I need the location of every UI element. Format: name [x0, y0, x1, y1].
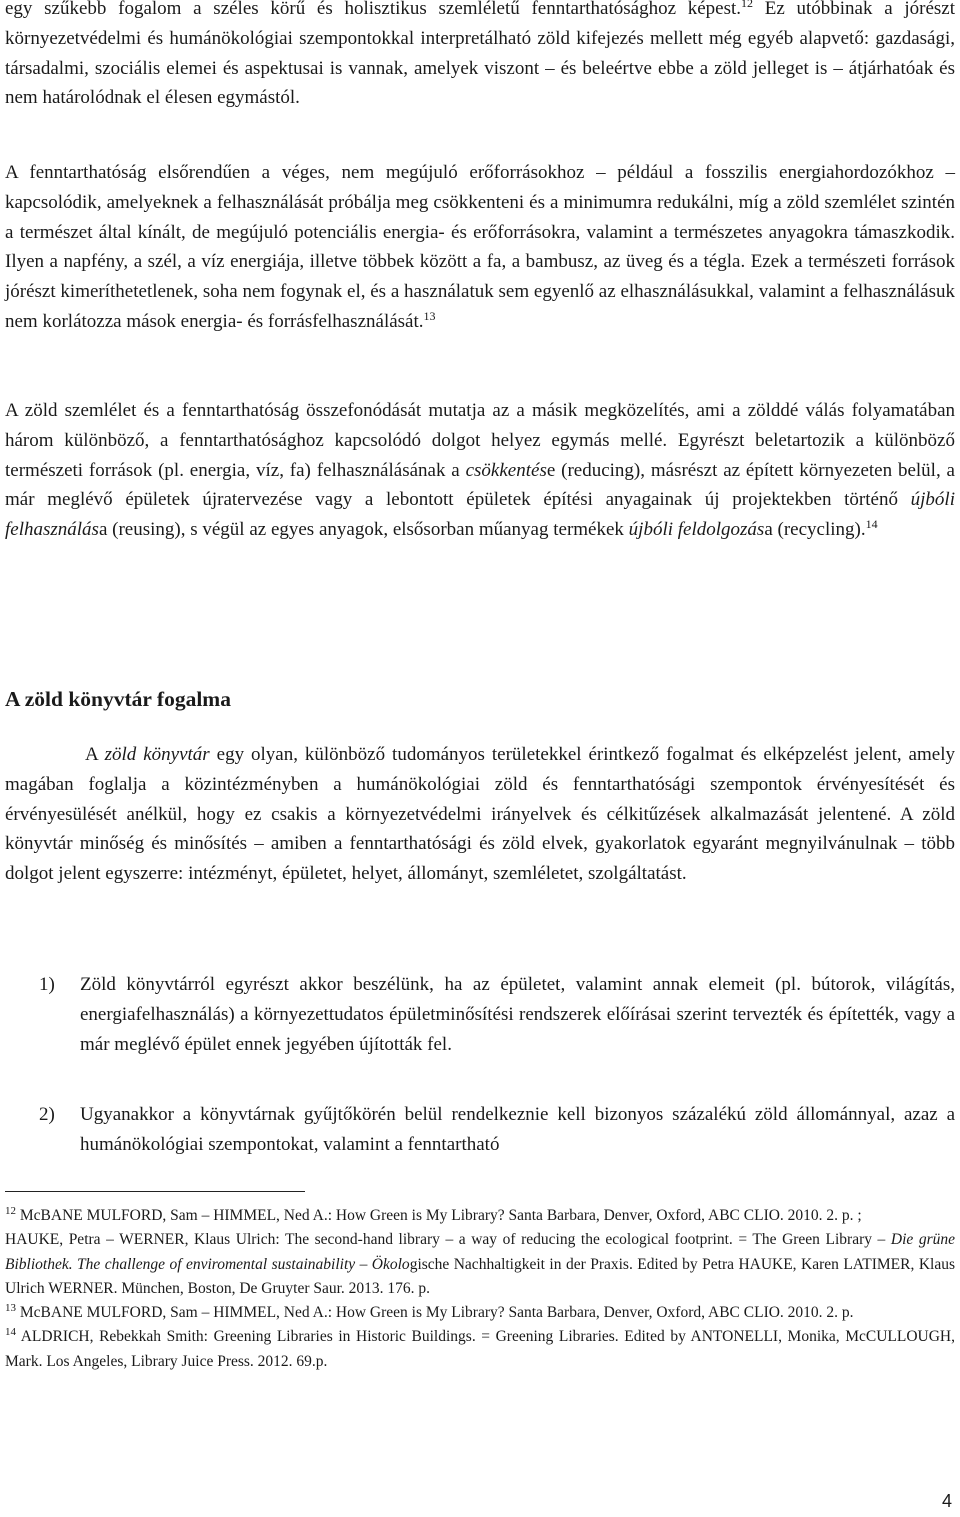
paragraph-sustainability-scope: egy szűkebb fogalom a széles körű és holisztikus szemléletű fenntarthatósághoz képest.$^{12}$ Ez utóbbinak a jórészt környezetvédelmi és humánökológiai szempontokkal interpretálható zöld kifejezés mellett még egyéb alapvető: gazdasági, társadalmi, szociális elemei és aspektusai is vannak, amelyek viszont – és beleértve ebbe a zöld jelleget is – átjárhatóak és nem határolódnak el élesen egymástól. [5, 0, 955, 113]
footnote-ref-12[interactable]: 12 [741, 0, 754, 10]
paragraph-renewable-resources: A fenntarthatóság elsőrendűen a véges, nem megújuló erőforrásokhoz – például a fosszilis energiahordozókhoz – kapcsolódik, amelyeknek a felhasználását próbálja meg csökkenteni és a minimumra redukálni, míg a zöld szemlélet szintén a természet által kínált, de megújuló potenciális energia- és erőforrásokra, valamint a természetes anyagokra támaszkodik. Ilyen a napfény, a szél, a víz energiája, illetve többek között a fa, a bambusz, az üveg és a tégla. Ezek a természeti források jórészt kimeríthetetlenek, soha nem fogynak el, és a használatuk sem egyenlő az elhasználásukkal, valamint a felhasználásuk nem korlátozza mások energia- és forrásfelhasználását.$^{13}$ [5, 162, 955, 332]
footnote-ref-13[interactable]: 13 [423, 308, 436, 323]
list-item-text: Zöld könyvtárról egyrészt akkor beszélünk, ha az épületet, valamint annak elemeit (pl. bútorok, világítás, energiafelhasználás) a környezettudatos épületminősítési rendszerek előírásai szerint tervezték és építették, vagy a már meglévő épület ennek jegyében újították fel. [80, 974, 955, 1055]
numbered-list [5, 970, 955, 1160]
footnote-separator [5, 1191, 305, 1192]
paragraph-green-library-definition: A zöld könyvtár egy olyan, különböző tudományos területekkel érintkező fogalmat és elképzelést jelent, amely magában foglalja a közintézményben a humánökológiai zöld és fenntarthatósági szempontok érvényesítését és érvényesülését anélkül, hogy ez csakis a környezetvédelmi irányelvek és célkitűzések alkalmazását jelentené. A zöld könyvtár minőség és minősítés – amiben a fenntarthatósági és zöld elvek, gyakorlatok egyaránt megnyilvánulnak – több dolgot jelent egyszerre: intézményt, épületet, helyet, állományt, szemléletet, szolgáltatást. [5, 744, 955, 885]
footnote-13: $^{13}$ McBANE MULFORD, Sam – HIMMEL, Ned A.: How Green is My Library? Santa Barbara, Denver, Oxford, ABC CLIO. 2010. 2. p. [5, 1302, 854, 1322]
list-item-number: 1) [39, 974, 55, 995]
footnote-number: 14 [5, 1326, 16, 1339]
footnote-number: 12 [5, 1205, 16, 1217]
footnote-ref-14[interactable]: 14 [865, 517, 878, 532]
list-item-text: Ugyanakkor a könyvtárnak gyűjtőkörén belül rendelkeznie kell bizonyos százalékú zöld állománnyal, azaz a humánökológiai szempontokat, valamint a fenntartható [80, 1104, 955, 1156]
list-item-number: 2) [39, 1104, 55, 1126]
list-item [5, 1100, 955, 1160]
footnotes [5, 1204, 955, 1374]
paragraph-three-r: A zöld szemlélet és a fenntarthatóság összefonódását mutatja az a másik megközelítés, ami a zölddé válás folyamatában három különböző, a fenntarthatósághoz kapcsolódó dolgot helyez egymás mellé. Egyrészt beletartozik a különböző természeti források (pl. energia, víz, fa) felhasználásának a csökkentése (reducing), másrészt az épített környezeten belül, a már meglévő épületek újratervezése vagy a lebontott épületek építési anyagainak új projektekben történő újbóli felhasználása (reusing), s végül az egyes anyagok, elsősorban műanyag termékek újbóli feldolgozása (recycling).$^{14}$ [5, 400, 955, 541]
footnote-number: 13 [5, 1302, 16, 1315]
page-number: 4 [941, 1491, 952, 1511]
footnote-14: $^{14}$ ALDRICH, Rebekkah Smith: Greening Libraries in Historic Buildings. = Greening Libraries. Edited by ANTONELLI, Monika, McCULLOUGH, Mark. Los Angeles, Library Juice Press. 2012. 69.p. [5, 1326, 955, 1370]
footnote-12: $^{12}$ McBANE MULFORD, Sam – HIMMEL, Ned A.: How Green is My Library? Santa Barbara, Denver, Oxford, ABC CLIO. 2010. 2. p. ; HAUKE, Petra – WERNER, Klaus Ulrich: The second-hand library – a way of reducing the ecological footprint. = The Green Library – Die grüne Bibliothek. The challenge of enviromental sustainability – Ökologische Nachhaltigkeit in der Praxis. Edited by Petra HAUKE, Karen LATIMER, Klaus Ulrich WERNER. München, Boston, De Gruyter Saur. 2013. 176. p. [5, 1205, 956, 1297]
section-heading: A zöld könyvtár fogalma [5, 687, 231, 711]
list-item [5, 970, 955, 1059]
